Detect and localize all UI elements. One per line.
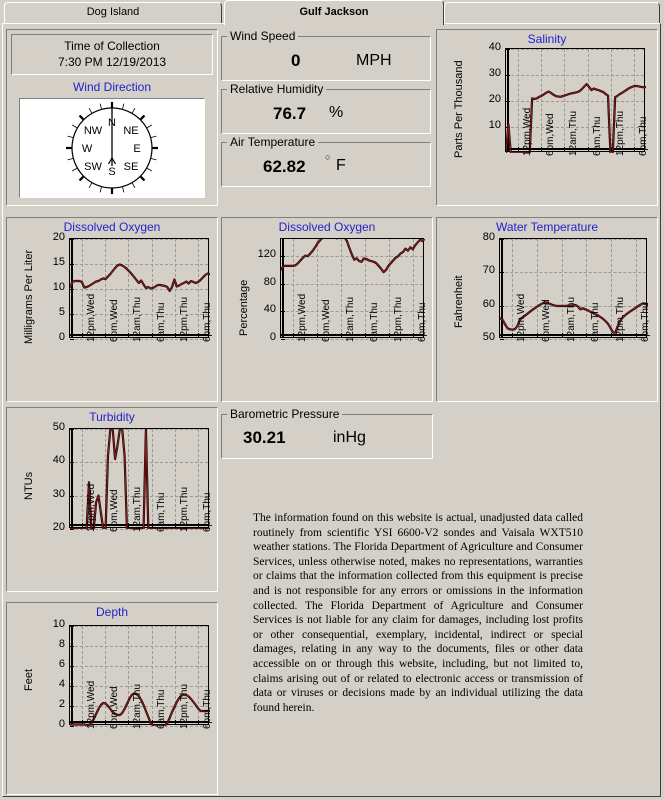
y-tick-label: 30 — [52, 487, 65, 500]
compass-label-sw: SW — [84, 161, 102, 173]
y-tick-label: 70 — [482, 264, 495, 277]
tab-strip — [0, 0, 664, 24]
y-tick-label: 40 — [52, 454, 65, 467]
x-tick-label: 12pm,Thu — [179, 296, 190, 342]
y-tick-label: 60 — [482, 297, 495, 310]
x-tick-label: 6am,Thu — [591, 116, 603, 156]
relative-humidity-readout — [221, 82, 431, 134]
barometric-pressure-label: Barometric Pressure — [227, 407, 342, 421]
chart-panel-water-temperature — [436, 217, 658, 402]
x-tick-label: 6am,Thu — [155, 302, 167, 342]
y-tick-label: 10 — [52, 281, 65, 293]
air-temperature-label: Air Temperature — [227, 135, 318, 149]
y-tick-label: 40 — [488, 41, 501, 53]
x-tick-label: 6pm,Wed — [541, 299, 552, 342]
time-of-collection-value: 7:30 PM 12/19/2013 — [57, 55, 167, 69]
wind-speed-readout — [221, 29, 431, 81]
compass-label-nw: NW — [83, 125, 103, 137]
x-tick-label: 12pm,Thu — [179, 486, 190, 532]
y-tick-label: 50 — [482, 331, 495, 343]
time-of-collection-label: Time of Collection — [64, 39, 160, 53]
barometric-pressure-readout — [221, 407, 433, 459]
y-tickmark — [70, 726, 74, 727]
chart-panel-dissolved-oxygen-mgl — [6, 217, 218, 402]
compass-label-se: SE — [123, 161, 139, 173]
x-tick-label: 6pm,Wed — [321, 299, 332, 342]
chart-ylabel-depth: Feet — [23, 668, 35, 691]
chart-ylabel-dissolved-oxygen-pct: Percentage — [238, 279, 250, 336]
chart-panel-salinity — [436, 29, 658, 206]
compass-label-n: N — [108, 117, 116, 129]
y-tick-label: 30 — [488, 67, 501, 79]
chart-title-water-temperature: Water Temperature — [495, 220, 599, 234]
chart-ylabel-water-temperature: Fahrenheit — [453, 275, 465, 328]
chart-title-depth: Depth — [95, 605, 129, 619]
x-tick-label: 12am,Thu — [132, 683, 144, 729]
x-tick-label: 6pm,Wed — [109, 489, 120, 532]
x-tick-label: 6pm,Thu — [202, 689, 214, 729]
x-tick-label: 12pm,Thu — [179, 683, 190, 729]
compass-svg — [20, 99, 204, 197]
y-tick-label: 2 — [58, 698, 65, 710]
x-tick-label: 6pm,Thu — [202, 302, 214, 342]
chart-title-dissolved-oxygen-mgl: Dissolved Oxygen — [63, 220, 161, 234]
degree-symbol-icon: ○ — [325, 152, 331, 162]
air-temperature-value: 62.82 — [263, 157, 306, 176]
x-tick-label: 12am,Thu — [132, 486, 144, 532]
y-tick-label: 10 — [488, 119, 501, 131]
x-tick-label: 12pm,Wed — [297, 293, 308, 342]
y-tick-label: 20 — [52, 231, 65, 243]
wind-speed-label: Wind Speed — [227, 29, 298, 43]
x-tick-label: 12pm,Wed — [85, 680, 97, 729]
relative-humidity-value: 76.7 — [273, 104, 307, 123]
tab-strip-filler — [444, 2, 660, 23]
x-tick-label: 12pm,Thu — [615, 110, 626, 156]
tab-dog-island[interactable]: Dog Island — [4, 2, 222, 23]
air-temperature-readout — [221, 135, 431, 187]
y-tick-label: 0 — [269, 331, 276, 343]
x-tick-label: 6pm,Thu — [417, 302, 428, 342]
x-tick-label: 6am,Thu — [369, 302, 380, 342]
x-tick-label: 6am,Thu — [155, 492, 167, 532]
x-tick-label: 6pm,Thu — [638, 116, 650, 156]
y-tickmark — [70, 339, 74, 340]
x-tick-label: 12pm,Thu — [393, 296, 404, 342]
y-tick-label: 20 — [52, 521, 65, 533]
chart-title-turbidity: Turbidity — [89, 410, 135, 424]
y-tick-label: 4 — [58, 678, 65, 690]
air-temperature-unit: F — [336, 157, 346, 174]
y-tick-label: 0 — [58, 718, 65, 730]
x-tick-label: 12pm,Wed — [521, 107, 533, 156]
y-tick-label: 6 — [58, 658, 65, 670]
tab-page-gulf-jackson — [2, 23, 661, 797]
wind-direction-panel — [6, 29, 218, 206]
chart-ylabel-dissolved-oxygen-mgl: Milligrams Per Liter — [23, 249, 35, 344]
time-of-collection-box — [11, 34, 213, 75]
compass-label-e: E — [133, 143, 141, 155]
chart-title-dissolved-oxygen-pct: Dissolved Oxygen — [278, 220, 376, 234]
y-tick-label: 5 — [58, 306, 65, 318]
chart-ylabel-salinity: Parts Per Thousand — [453, 60, 465, 158]
x-tick-label: 6pm,Wed — [109, 686, 120, 729]
y-tick-label: 0 — [58, 331, 65, 343]
x-tick-label: 12am,Thu — [132, 296, 144, 342]
wind-speed-unit: MPH — [356, 52, 392, 69]
x-tick-label: 12am,Thu — [565, 296, 577, 342]
chart-ylabel-turbidity: NTUs — [23, 471, 35, 500]
x-tick-label: 6pm,Wed — [545, 113, 556, 156]
y-tickmark — [500, 339, 504, 340]
chart-panel-turbidity — [6, 407, 218, 592]
y-tick-label: 20 — [488, 93, 501, 105]
x-tick-label: 12am,Thu — [345, 296, 356, 342]
x-tick-label: 6pm,Thu — [639, 302, 651, 342]
x-tick-label: 12pm,Wed — [85, 483, 97, 532]
y-tickmark — [70, 529, 74, 530]
y-tick-label: 10 — [52, 618, 65, 630]
y-tick-label: 40 — [263, 303, 276, 316]
barometric-pressure-value: 30.21 — [243, 428, 286, 447]
relative-humidity-unit: % — [329, 104, 344, 121]
relative-humidity-label: Relative Humidity — [227, 82, 326, 96]
y-tick-label: 50 — [52, 421, 65, 433]
y-tick-label: 120 — [257, 248, 276, 261]
x-tick-label: 12am,Thu — [568, 110, 580, 156]
x-tick-label: 6am,Thu — [590, 302, 602, 342]
x-tick-label: 6am,Thu — [155, 689, 167, 729]
y-tickmark — [281, 339, 285, 340]
disclaimer-text: The information found on this website is actual, unadjusted data called routinely from scientific YSI 6600-V2 sondes and Vaisala WXT510 weather stations. The Florida Department of Agriculture and Consumer Services, unless otherwise noted, makes no representations, warranties or claims that the information collected from this equipment is precise and is not responsible for any errors or omissions in the information collected. The Florida Department of Agriculture and Consumer Services is not liable for any claim for damages, including lost profits or other consequential, exemplary, incidental, indirect or special damages, relating in any way to the documents, files or other data accessible on or through this website, including, but not limited to, claims arising out of or related to electronic access or transmission of data or viruses or decisions made by an individual utilizing the data found herein. — [253, 512, 583, 714]
x-tick-label: 12pm,Wed — [85, 293, 97, 342]
y-tick-label: 8 — [58, 638, 65, 650]
y-tick-label: 15 — [52, 256, 65, 268]
compass-label-w: W — [81, 143, 93, 155]
x-tick-label: 6pm,Wed — [109, 299, 120, 342]
barometric-pressure-unit: inHg — [333, 429, 366, 446]
y-tick-label: 80 — [263, 275, 276, 288]
y-tick-label: 80 — [482, 231, 495, 243]
chart-title-salinity: Salinity — [527, 32, 567, 46]
compass-label-s: S — [108, 166, 116, 178]
chart-panel-dissolved-oxygen-pct — [221, 217, 433, 402]
chart-panel-depth — [6, 602, 218, 795]
x-tick-label: 12pm,Wed — [516, 293, 528, 342]
compass-label-ne: NE — [123, 125, 139, 137]
wind-direction-title: Wind Direction — [72, 80, 152, 94]
x-tick-label: 6pm,Thu — [202, 492, 214, 532]
wind-direction-compass — [19, 98, 205, 198]
wind-speed-value: 0 — [291, 51, 301, 70]
x-tick-label: 12pm,Thu — [615, 296, 626, 342]
tab-gulf-jackson[interactable]: Gulf Jackson — [224, 0, 444, 25]
